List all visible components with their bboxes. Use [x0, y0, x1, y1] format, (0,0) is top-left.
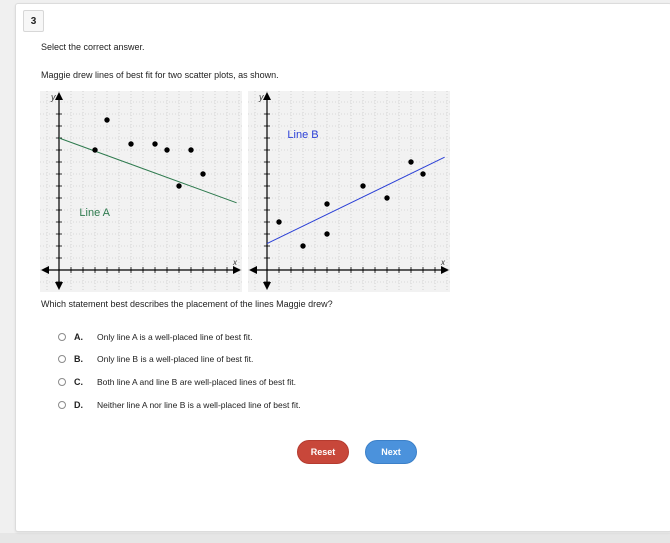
option-d-letter: D.	[74, 400, 83, 410]
question-number-badge: 3	[23, 10, 44, 32]
data-point	[408, 159, 413, 164]
data-point	[164, 147, 169, 152]
data-point	[92, 147, 97, 152]
x-axis-label: x	[233, 258, 237, 267]
line-label: Line B	[287, 129, 319, 141]
page-bottom-strip	[0, 533, 670, 543]
data-point	[324, 201, 329, 206]
y-axis-label: y	[259, 92, 264, 102]
data-point	[276, 219, 281, 224]
option-c-letter: C.	[74, 377, 83, 387]
data-point	[200, 171, 205, 176]
option-b-radio[interactable]	[58, 355, 66, 363]
plot-background	[248, 91, 450, 292]
x-axis-label: x	[441, 258, 445, 267]
plot-background	[40, 91, 242, 292]
instruction-text: Select the correct answer.	[41, 42, 145, 52]
prompt-text: Maggie drew lines of best fit for two scatter plots, as shown.	[41, 70, 279, 80]
option-d-text: Neither line A nor line B is a well-placed line of best fit.	[97, 400, 301, 410]
next-button[interactable]: Next	[365, 440, 417, 464]
y-axis-label: y	[51, 92, 56, 102]
line-label: Line A	[79, 207, 110, 219]
question-text: Which statement best describes the placement of the lines Maggie drew?	[41, 299, 333, 309]
option-a-text: Only line A is a well-placed line of best fit.	[97, 332, 253, 342]
data-point	[300, 243, 305, 248]
data-point	[360, 183, 365, 188]
scatter-plot-line-a	[40, 91, 242, 292]
option-b[interactable]	[58, 352, 378, 366]
data-point	[104, 117, 109, 122]
option-c[interactable]	[58, 375, 378, 389]
data-point	[420, 171, 425, 176]
option-c-radio[interactable]	[58, 378, 66, 386]
scatter-plot-line-b	[248, 91, 450, 292]
option-a[interactable]	[58, 330, 378, 344]
reset-button[interactable]: Reset	[297, 440, 349, 464]
option-b-text: Only line B is a well-placed line of best fit.	[97, 354, 254, 364]
option-c-text: Both line A and line B are well-placed lines of best fit.	[97, 377, 296, 387]
option-b-letter: B.	[74, 354, 83, 364]
data-point	[188, 147, 193, 152]
data-point	[324, 231, 329, 236]
option-d[interactable]	[58, 398, 378, 412]
option-d-radio[interactable]	[58, 401, 66, 409]
data-point	[152, 141, 157, 146]
option-a-letter: A.	[74, 332, 83, 342]
data-point	[384, 195, 389, 200]
data-point	[128, 141, 133, 146]
option-a-radio[interactable]	[58, 333, 66, 341]
data-point	[176, 183, 181, 188]
